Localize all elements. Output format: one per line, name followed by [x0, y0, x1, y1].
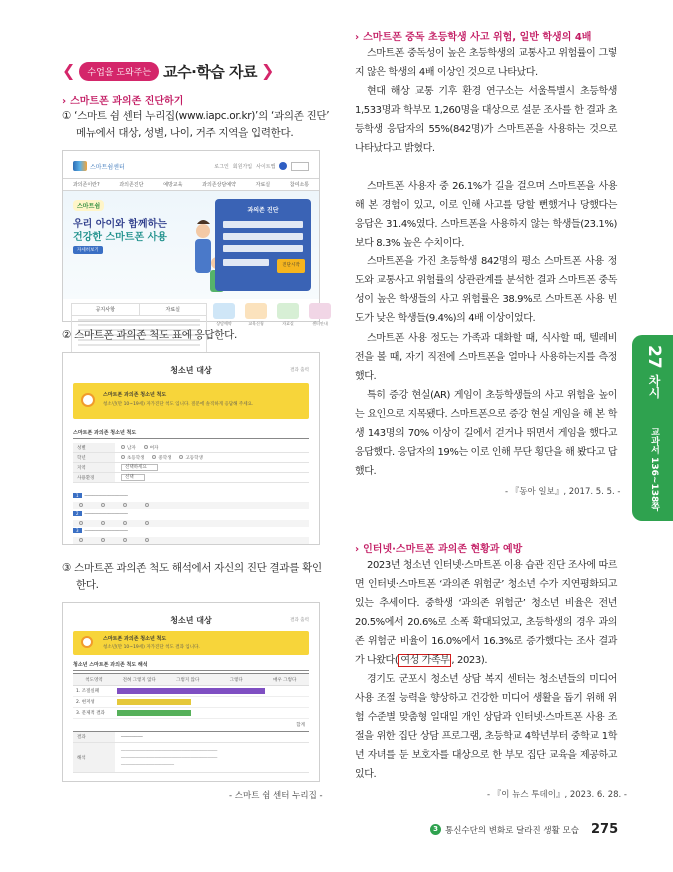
region-select[interactable]: 선택하세요 [121, 464, 158, 471]
article-1-paragraph: 스마트폰 사용자 중 26.1%가 길을 걸으며 스마트폰을 사용해 본 경험이 있고, 이로 인해 사고를 당할 뻔했거나 당했다는 응답은 31.4%였다. 스마트폰을 사용하지 않는 학생들(23.1%)보다 8.3% 높은 수치이다. [355, 181, 617, 249]
step-1 [62, 108, 332, 142]
quick-icon[interactable]: 상담예약 [213, 303, 235, 327]
hero-tag: 스마트쉼 [73, 200, 104, 211]
panel-field[interactable] [223, 259, 269, 266]
lesson-side-tab [632, 335, 673, 521]
panel-field[interactable] [223, 233, 303, 240]
print-link[interactable]: 결과 출력 [290, 368, 309, 373]
results-row: 2. 현저성 [73, 697, 309, 708]
hero-more-button[interactable]: 자세히보기 [73, 246, 103, 254]
quick-icon[interactable]: 교육신청 [245, 303, 267, 327]
step-2: ② 스마트폰 과의존 척도 표에 응답한다. [62, 329, 237, 341]
nav-item[interactable]: 과의존이란? [72, 182, 100, 188]
step-3 [62, 560, 332, 594]
quick-icon[interactable]: 자료실 [277, 303, 299, 327]
section-badge [62, 60, 274, 82]
step-1-line-2: 메뉴에서 대상, 성별, 나이, 거주 지역을 입력한다. [76, 127, 294, 139]
survey-banner: 스마트폰 과의존 청소년 척도 청소년(만 10~19세) 자가진단 척도 입니다. 질문에 솔직하게 응답해 주세요. [73, 383, 309, 419]
nav-item[interactable]: 참여소통 [289, 182, 310, 188]
survey-row: 지역 선택하세요 [73, 463, 309, 473]
results-banner: 스마트폰 과의존 청소년 척도 청소년(만 10~19세) 자가진단 척도 결과 입니다. [73, 631, 309, 655]
survey-question: 1 ──────────────── [73, 493, 309, 509]
site-hero [63, 191, 319, 299]
info-icon [81, 393, 95, 407]
nav-item[interactable]: 자료실 [255, 182, 271, 188]
screenshot-results [62, 602, 320, 782]
info-icon [81, 636, 93, 648]
results-total: 합계 [73, 719, 309, 732]
article-1-paragraph: 스마트폰 중독성이 높은 초등학생의 교통사고 위험률이 그렇지 않은 학생의 4배 이상인 것으로 나타났다. [355, 48, 617, 78]
results-summary-row: 결과 ──────── [73, 731, 309, 743]
survey-title: 청소년 대상 [170, 366, 212, 375]
right-section-1-title: › 스마트폰 중독 초등학생 사고 위험, 일반 학생의 4배 [355, 32, 592, 43]
hero-line-1: 우리 아이와 함께하는 [73, 219, 167, 230]
survey-question: 2 ──────────────── [73, 511, 309, 527]
login-link[interactable]: 로그인 [214, 163, 229, 170]
chevron-right-icon: ❯ [261, 61, 275, 80]
quick-icons [213, 303, 331, 327]
badge-label: 수업을 도와주는 [79, 62, 159, 81]
nav-item[interactable]: 예방교육 [163, 182, 183, 188]
site-logo: 스마트쉼센터 [73, 161, 125, 171]
quick-icon[interactable]: 센터안내 [309, 303, 331, 327]
results-title: 청소년 대상 [170, 616, 212, 625]
article-2-source: - 『이 뉴스 투데이』, 2023. 6. 28. - [487, 790, 627, 800]
facebook-icon[interactable] [279, 162, 287, 170]
article-2-paragraph: 2023년 청소년 인터넷·스마트폰 이용 습관 진단 조사에 따르면 인터넷·스마트폰 ‘과의존 위험군’ 청소년 수가 지연평화되고 있는 추세이다. 중학생 ‘과의존 위험군’ 청소년 비율은 전년 20.5%에서 20.6%로 소폭 확대되었고, 초등학생의 경우 과의존 위험군 비율이 16.0%에서 16.3%로 증가했다는 조사 결과가 나왔다( 여성 가족부 , 2023). [355, 560, 617, 666]
highlighted-source: 여성 가족부 [400, 655, 450, 666]
nav-item[interactable]: 과의존상담예약 [202, 182, 236, 188]
diagnosis-panel [215, 199, 311, 291]
article-1-paragraph: 특히 증강 현실(AR) 게임이 초등학생들의 사고 위험을 높이는 요인으로 지목됐다. 스마트폰으로 증강 현실 게임을 해 본 학생 143명의 70% 이상이 길에서 걷거나 뛰면서 게임을 했다고 응답했다. 응답자의 19%는 이로 인해 무단 횡단을 해 봤다고 답했다. [355, 390, 617, 477]
screenshot-survey [62, 352, 320, 545]
article-1-paragraph: 스마트폰 사용 정도는 가족과 대화할 때, 식사할 때, 텔레비전을 볼 때, 자기 직전에 스마트폰을 얼마나 사용하는지를 측정했다. [355, 333, 617, 382]
site-topbar [73, 157, 309, 175]
results-row: 3. 문제적 결과 [73, 708, 309, 719]
panel-field[interactable] [223, 221, 303, 228]
survey-row: 사용환경 선택 [73, 473, 309, 483]
hero-line-2: 건강한 스마트폰 사용 [73, 232, 167, 243]
site-search-input[interactable] [291, 162, 309, 171]
nav-item[interactable]: 과의존진단 [119, 182, 144, 188]
unit-number: 3 [430, 824, 441, 835]
arrow-right-icon: › [62, 96, 67, 107]
tab-notice[interactable]: 공지사항 [72, 304, 140, 315]
left-section-title: › 스마트폰 과의존 진단하기 [62, 96, 184, 107]
article-1-paragraph: 스마트폰을 가진 초등학생 842명의 평소 스마트폰 사용 정도와 교통사고 위험률의 상관관계를 분석한 결과 스마트폰 중독성이 높은 학생들의 사고 위험률은 38.9%로 스마트폰 사용 빈도가 낮은 학생들(9.4%)의 4배 이상이었다. [355, 256, 617, 324]
results-summary-row: 해석 ──────────────────────────────────────── ──────────────────────────────────────── ────────────────────── [73, 743, 309, 773]
right-section-2-title: › 인터넷·스마트폰 과의존 현황과 예방 [355, 544, 523, 555]
tab-archive[interactable]: 자료실 [165, 307, 180, 313]
join-link[interactable]: 회원가입 [232, 163, 253, 170]
article-2-paragraph: 경기도 군포시 청소년 상담 복지 센터는 청소년들의 미디어 사용 조절 능력을 향상하고 건강한 미디어 생활을 돕기 위해 위험 수준별 맞춤형 일대일 개인 상담과 인터넷·스마트폰 사용 조절을 위한 집단 상담 프로그램, 초등학교 4학년부터 중학교 1학년 자녀를 둔 보호자를 대상으로 한 부모 집단 교육을 제공하고 있다. [355, 674, 617, 780]
chevron-left-icon: ❮ [62, 61, 76, 80]
page-title: 교수·학습 자료 [163, 62, 258, 81]
article-1-source: - 『동아 일보』, 2017. 5. 5. - [505, 487, 621, 497]
lesson-unit: 차시 [647, 374, 661, 399]
unit-title: 통신수단의 변화로 달라진 생활 모습 [445, 825, 579, 836]
step-3-line-2: 한다. [76, 579, 99, 591]
survey-row: 학년 초등학생 중학생 고등학생 [73, 453, 309, 463]
arrow-right-icon: › [355, 32, 360, 43]
diagnosis-start-button[interactable]: 진단시작 [277, 259, 305, 273]
survey-row: 성별 남자 여자 [73, 443, 309, 453]
article-1-paragraph: 현대 해상 교통 기후 환경 연구소는 서울특별시 초등학생 1,533명과 학부모 1,260명을 대상으로 설문 조사를 한 결과 초등학생 응답자의 55%(842명)가 스마트폰을 사용하는 것으로 나타났다고 밝혔다. [355, 86, 617, 154]
results-head: 청소년 스마트폰 과의존 척도 해석 [73, 661, 309, 671]
print-link[interactable]: 결과 출력 [290, 618, 309, 623]
page-number: 275 [590, 822, 619, 837]
results-row: 1. 조절실패 [73, 686, 309, 697]
env-select[interactable]: 선택 [121, 474, 145, 481]
arrow-right-icon: › [355, 544, 360, 555]
survey-head: 스마트폰 과의존 청소년 척도 [73, 429, 309, 439]
panel-field[interactable] [223, 245, 303, 252]
panel-title: 과의존 진단 [247, 207, 279, 214]
lesson-number: 27 [644, 345, 664, 369]
sitemap-link[interactable]: 사이트맵 [256, 163, 276, 170]
results-table: 척도영역 전혀 그렇지 않다 그렇지 않다 그렇다 매우 그렇다 1. 조절실패 2. 현저성 3. 문제적 결과 합계 [73, 673, 309, 732]
page-footer [430, 822, 618, 837]
left-source: - 스마트 쉼 센터 누리집 - [229, 791, 323, 801]
site-nav [63, 178, 319, 191]
survey-question: 3 ──────────────── [73, 528, 309, 544]
screenshot-website [62, 150, 328, 326]
step-1-line-1: ① ‘스마트 쉼 센터 누리집(www.iapc.or.kr)’의 ‘과의존 진단’ [62, 110, 330, 122]
step-3-line-1: ③ 스마트폰 과의존 척도 해석에서 자신의 진단 결과를 확인 [62, 562, 322, 574]
textbook-ref: 교과서 136~138쪽 [649, 427, 659, 512]
